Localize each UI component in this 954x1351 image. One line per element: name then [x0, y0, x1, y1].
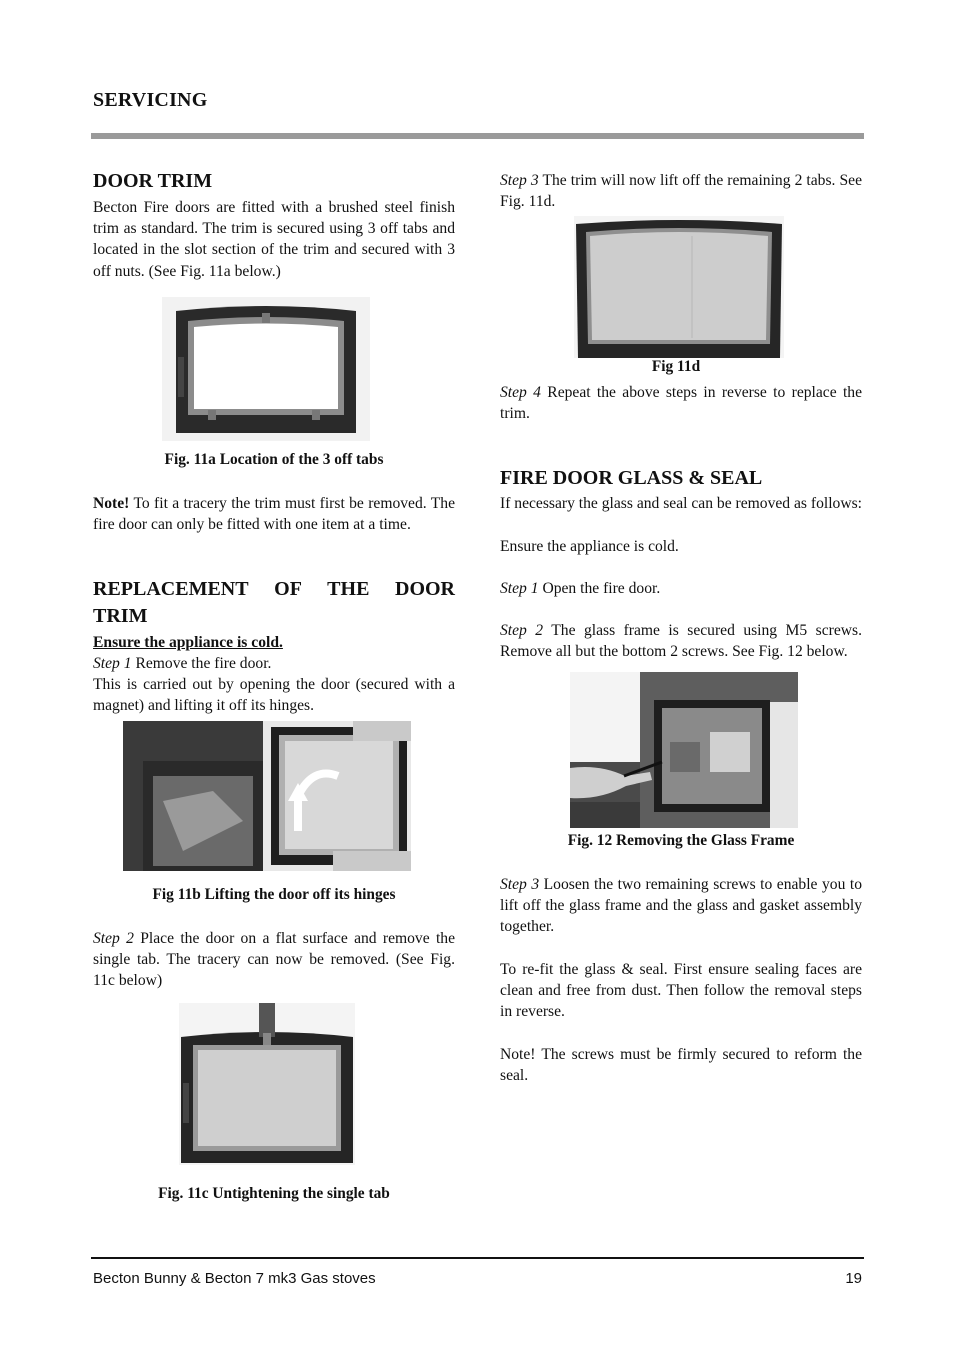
note2-paragraph: Note! The screws must be firmly secured to reform the seal.	[500, 1046, 862, 1085]
door-trim-heading: DOOR TRIM	[93, 170, 213, 192]
fig11b-image	[123, 721, 411, 871]
glass-step2-text: The glass frame is secured using M5 screws. Remove all but the bottom 2 screws. See Fig. 12 below.	[500, 622, 862, 661]
step2-label: Step 2	[93, 930, 134, 947]
fig11a-image	[162, 297, 370, 441]
door-trim-body: Becton Fire doors are fitted with a brushed steel finish trim as standard. The trim is secured using 3 off tabs and located in the slot section of the trim and secured with 3 off nuts. (See Fig. 11a below.)	[93, 199, 455, 280]
note-label: Note!	[93, 495, 130, 512]
fig12-caption: Fig. 12 Removing the Glass Frame	[567, 832, 795, 849]
glass-seal-heading: FIRE DOOR GLASS & SEAL	[500, 467, 763, 489]
note-paragraph	[93, 493, 455, 535]
fig11d-caption: Fig 11d	[651, 358, 701, 375]
replacement-heading-line1: REPLACEMENT OF THE DOOR	[93, 578, 455, 600]
step4-label: Step 4	[500, 384, 541, 401]
step1-text: Remove the fire door.	[131, 655, 272, 672]
step3-label: Step 3	[500, 172, 539, 189]
glass-step2-label: Step 2	[500, 622, 544, 639]
fig11c-image	[179, 1003, 355, 1165]
step1-label: Step 1	[93, 655, 132, 672]
footer-title: Becton Bunny & Becton 7 mk3 Gas stoves	[93, 1270, 376, 1287]
replacement-heading-line2: TRIM	[93, 605, 148, 627]
step3b-label: Step 3	[500, 876, 540, 893]
step4-text: Repeat the above steps in reverse to replace the trim.	[500, 384, 863, 423]
replacement-body: This is carried out by opening the door (secured with a magnet) and lifting it off its hinges.	[93, 676, 455, 715]
fig12-image	[570, 672, 798, 828]
footer-rule	[91, 1257, 864, 1259]
fig11c-caption: Fig. 11c Untightening the single tab	[158, 1185, 390, 1202]
step3b-paragraph	[500, 874, 862, 938]
replacement-step1	[93, 653, 455, 674]
glass-step2	[500, 620, 862, 662]
step3-paragraph	[500, 170, 862, 212]
step3-text: The trim will now lift off the remaining 2 tabs. See Fig. 11d.	[500, 172, 863, 211]
step3b-text: Loosen the two remaining screws to enable you to lift off the glass frame and the glass and gasket assembly together.	[500, 876, 862, 936]
fig11a-caption: Fig. 11a Location of the 3 off tabs	[164, 451, 384, 468]
page-section-title: SERVICING	[93, 89, 208, 111]
fig11d-image	[574, 216, 784, 358]
note-text: To fit a tracery the trim must first be removed. The fire door can only be fitted with one item at a time.	[93, 495, 455, 534]
fig11b-caption: Fig 11b Lifting the door off its hinges	[152, 886, 396, 903]
glass-ensure: Ensure the appliance is cold.	[500, 538, 679, 555]
replacement-ensure	[93, 632, 455, 653]
refit-paragraph: To re-fit the glass & seal. First ensure sealing faces are clean and free from dust. Then follow the removal steps in reverse.	[500, 961, 862, 1021]
step4-paragraph	[500, 382, 862, 424]
glass-step1-label: Step 1	[500, 580, 539, 597]
glass-intro: If necessary the glass and seal can be removed as follows:	[500, 495, 862, 512]
step2-paragraph	[93, 928, 455, 992]
glass-step1	[500, 578, 862, 599]
step2-text: Place the door on a flat surface and remove the single tab. The tracery can now be removed. (See Fig. 11c below)	[93, 930, 455, 990]
glass-step1-text: Open the fire door.	[538, 580, 661, 597]
header-rule	[91, 133, 864, 139]
footer-page-number: 19	[845, 1270, 862, 1287]
ensure-cold-text: Ensure the appliance is cold.	[93, 634, 283, 651]
